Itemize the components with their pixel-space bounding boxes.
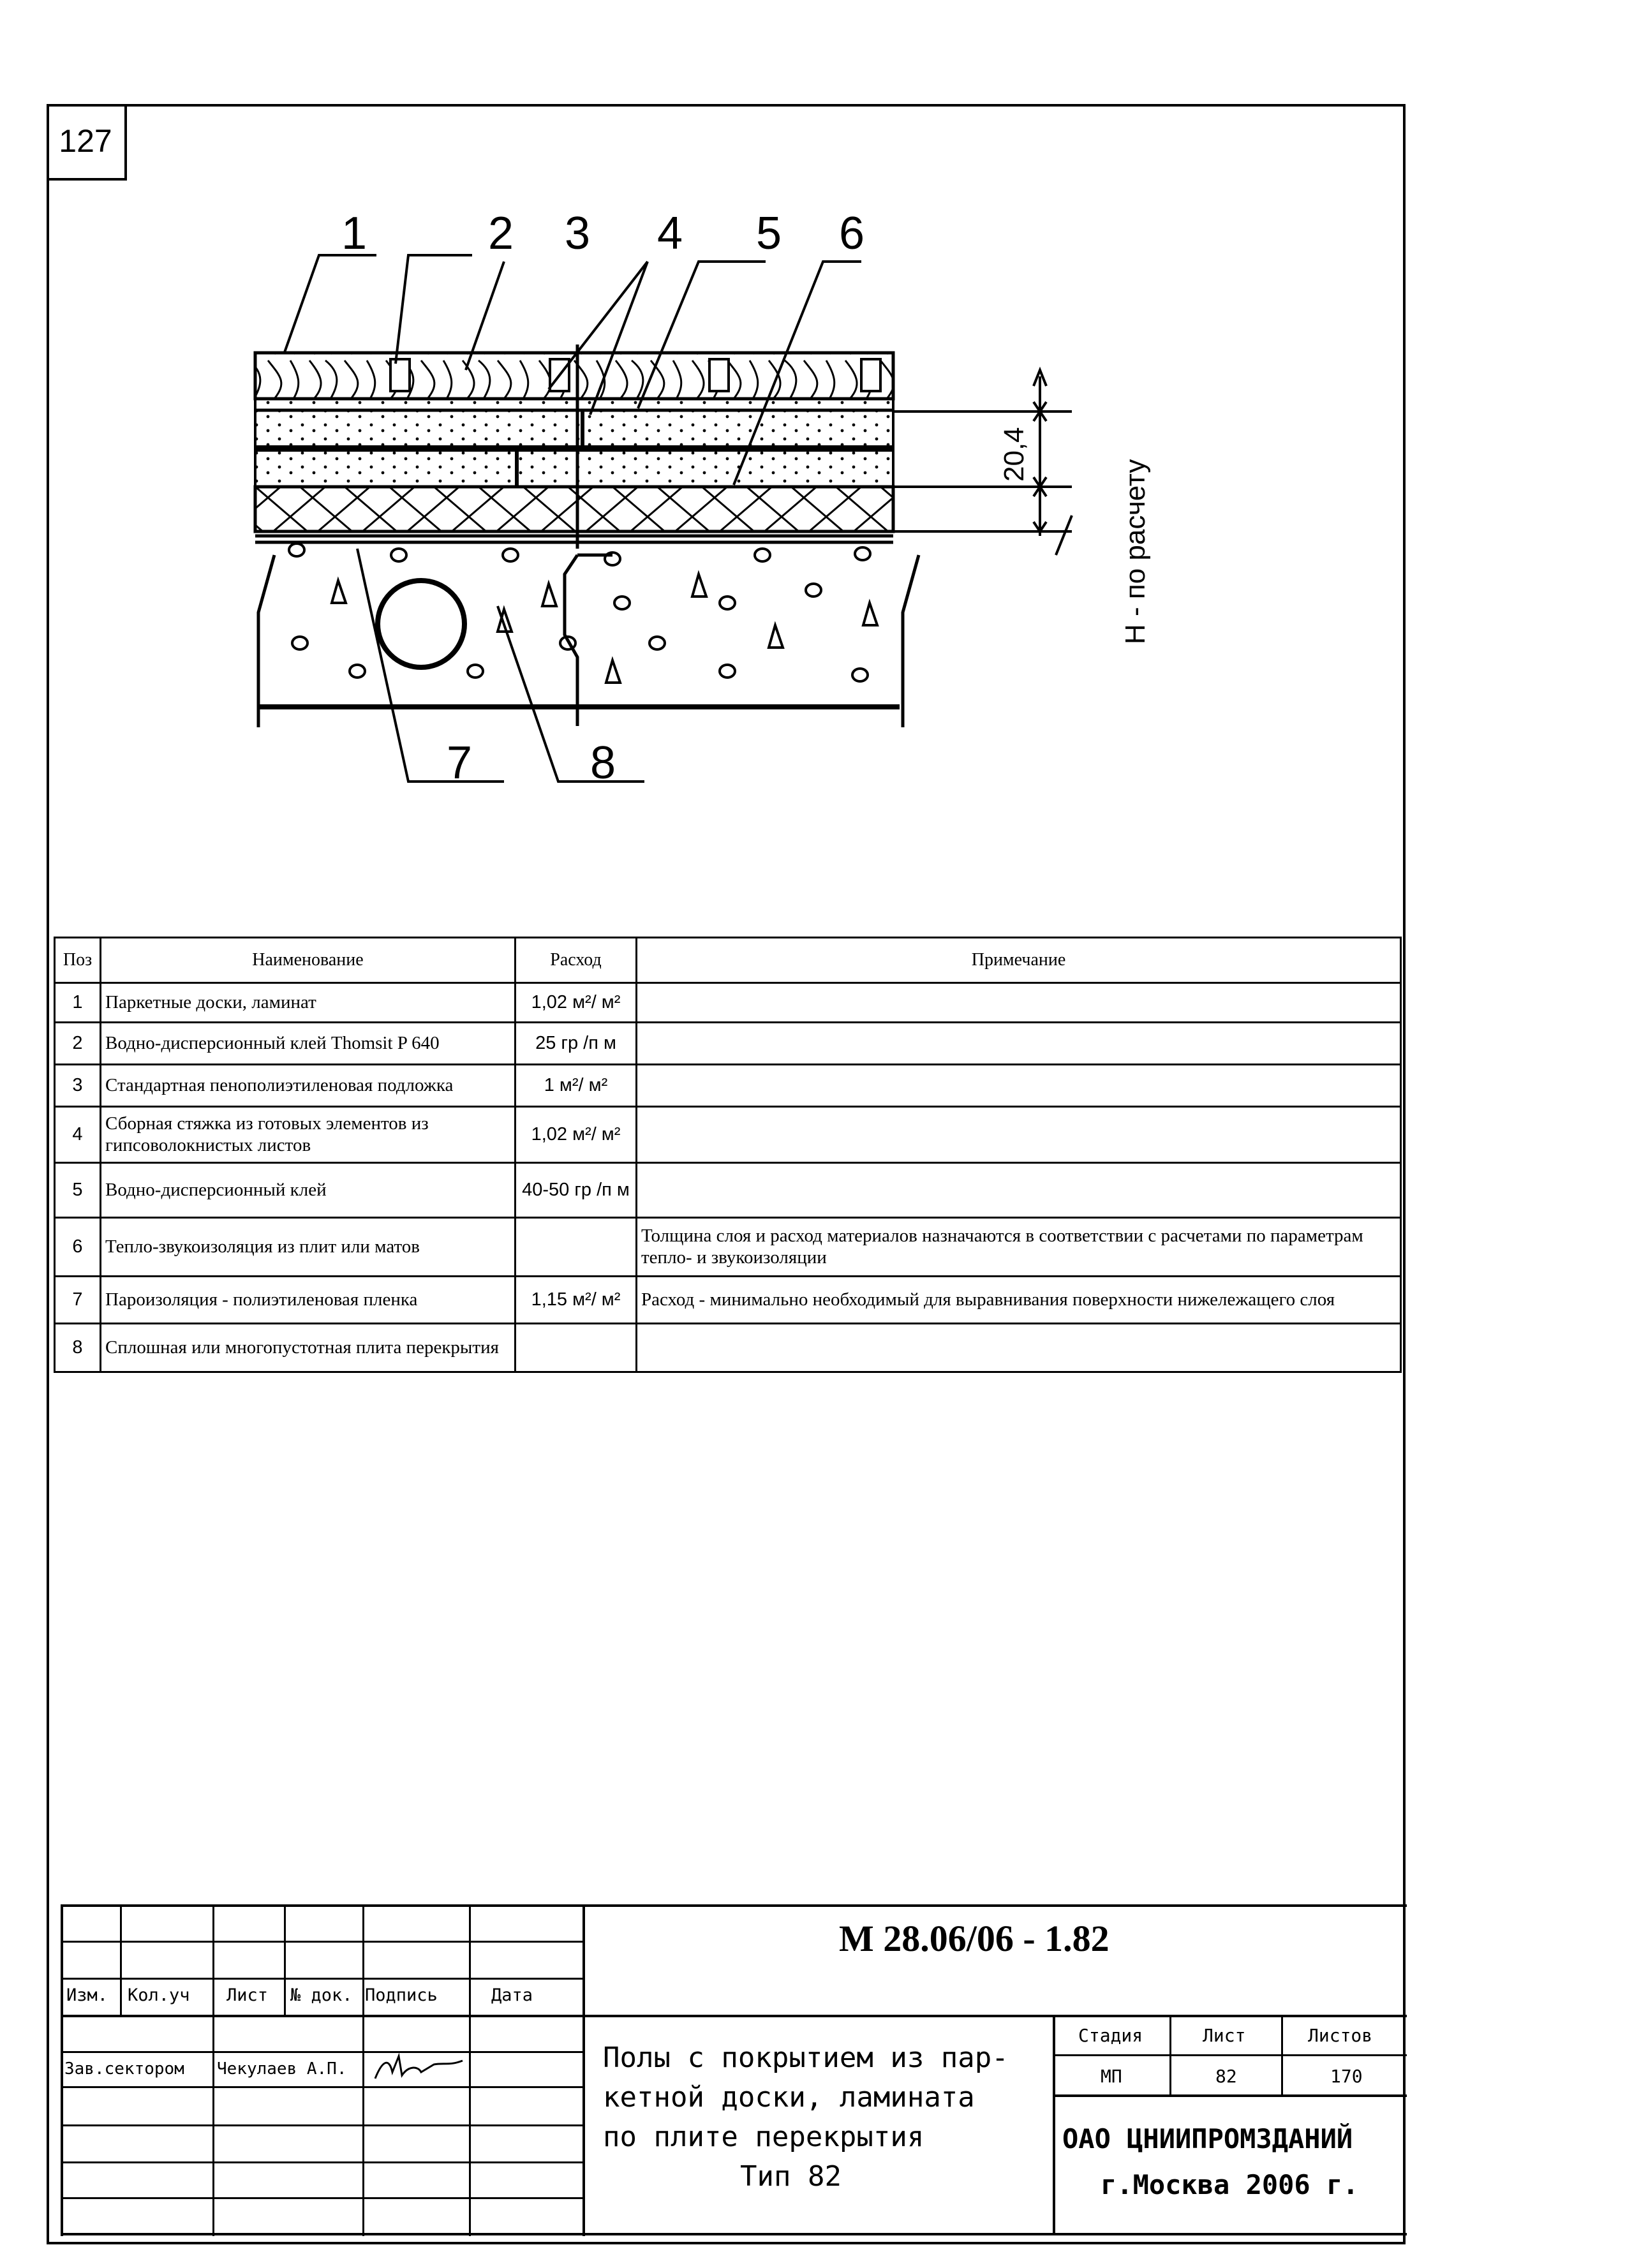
underlay-layer xyxy=(255,399,893,410)
row-pos: 4 xyxy=(55,1107,101,1163)
vapour-barrier-layer xyxy=(255,536,893,542)
sheets-value: 170 xyxy=(1330,2066,1363,2087)
doc-code: М 28.06/06 - 1.82 xyxy=(839,1918,1109,1959)
row-usage: 1,02 м²/ м² xyxy=(516,983,637,1023)
table-row xyxy=(55,1277,1401,1324)
row-note xyxy=(637,1023,1401,1065)
row-note xyxy=(637,1065,1401,1107)
callout-6: 6 xyxy=(839,208,865,259)
dimension-note: Н - по расчету xyxy=(1120,459,1151,644)
row-usage xyxy=(516,1218,637,1277)
title-line-3: по плите перекрытия xyxy=(603,2121,924,2153)
callout-1: 1 xyxy=(341,208,367,259)
sheet-number: 127 xyxy=(47,104,127,181)
table-row xyxy=(55,1218,1401,1277)
row-name: Сборная стяжка из готовых элементов из гипсоволокнистых листов xyxy=(101,1107,516,1163)
parquet-layer xyxy=(255,353,893,399)
row-note xyxy=(637,1107,1401,1163)
person-name: Чекулаев А.П. xyxy=(217,2059,347,2079)
row-note: Расход - минимально необходимый для выравнивания поверхности нижележащего слоя xyxy=(637,1277,1401,1324)
stage-value: МП xyxy=(1101,2066,1122,2087)
screed-layer xyxy=(255,410,893,487)
signature-icon xyxy=(370,2053,466,2085)
row-note xyxy=(637,1163,1401,1218)
callout-5: 5 xyxy=(756,208,782,259)
table-row xyxy=(55,1163,1401,1218)
row-pos: 8 xyxy=(55,1324,101,1372)
row-usage: 1,02 м²/ м² xyxy=(516,1107,637,1163)
row-usage: 25 гр /п м xyxy=(516,1023,637,1065)
row-usage: 1 м²/ м² xyxy=(516,1065,637,1107)
row-note: Толщина слоя и расход материалов назначаются в соответствии с расчетами по параметрам тепло- и звукоизоляции xyxy=(637,1218,1401,1277)
org-name: ОАО ЦНИИПРОМЗДАНИЙ xyxy=(1062,2123,1353,2154)
role-label: Зав.сектором xyxy=(64,2059,184,2079)
table-row xyxy=(55,983,1401,1023)
row-pos: 6 xyxy=(55,1218,101,1277)
dimension-value: 20,4 xyxy=(998,427,1030,482)
sheets-label: Листов xyxy=(1308,2025,1373,2046)
row-pos: 3 xyxy=(55,1065,101,1107)
row-pos: 1 xyxy=(55,983,101,1023)
row-pos: 2 xyxy=(55,1023,101,1065)
row-name: Водно-дисперсионный клей xyxy=(101,1163,516,1218)
table-row xyxy=(55,1324,1401,1372)
row-name: Тепло-звукоизоляция из плит или матов xyxy=(101,1218,516,1277)
stage-label: Стадия xyxy=(1078,2025,1143,2046)
row-usage xyxy=(516,1324,637,1372)
row-name: Водно-дисперсионный клей Thomsit P 640 xyxy=(101,1023,516,1065)
row-name: Пароизоляция - полиэтиленовая пленка xyxy=(101,1277,516,1324)
sheet-label: Лист xyxy=(1203,2025,1246,2046)
specification-table xyxy=(54,937,1402,1373)
row-name: Стандартная пенополиэтиленовая подложка xyxy=(101,1065,516,1107)
row-usage: 40-50 гр /п м xyxy=(516,1163,637,1218)
floor-section-drawing xyxy=(0,0,1625,925)
callout-2: 2 xyxy=(488,208,514,259)
table-row xyxy=(55,1107,1401,1163)
callout-3: 3 xyxy=(565,208,591,259)
header-name: Наименование xyxy=(101,938,516,983)
insulation-layer xyxy=(255,487,893,531)
title-line-1: Полы с покрытием из пар- xyxy=(603,2042,1009,2074)
dimension-lines xyxy=(893,370,1072,555)
row-note xyxy=(637,983,1401,1023)
table-row xyxy=(55,1023,1401,1065)
col-signature: Подпись xyxy=(365,1985,438,2005)
header-note: Примечание xyxy=(637,938,1401,983)
table-row xyxy=(55,1065,1401,1107)
col-date: Дата xyxy=(491,1985,533,2005)
table-header-row xyxy=(55,938,1401,983)
col-doc-no: № док. xyxy=(290,1985,353,2005)
header-pos: Поз xyxy=(55,938,101,983)
row-usage: 1,15 м²/ м² xyxy=(516,1277,637,1324)
col-kol-uch: Кол.уч xyxy=(128,1985,190,2005)
header-usage: Расход xyxy=(516,938,637,983)
slab xyxy=(258,544,919,727)
sheet-value: 82 xyxy=(1215,2066,1237,2087)
col-list: Лист xyxy=(226,1985,269,2005)
callout-7: 7 xyxy=(447,737,473,789)
title-line-2: кетной доски, ламината xyxy=(603,2081,975,2114)
col-izm: Изм. xyxy=(66,1985,108,2005)
row-note xyxy=(637,1324,1401,1372)
callout-8: 8 xyxy=(590,737,616,789)
row-name: Сплошная или многопустотная плита перекрытия xyxy=(101,1324,516,1372)
row-pos: 7 xyxy=(55,1277,101,1324)
callout-4: 4 xyxy=(657,208,683,259)
row-name: Паркетные доски, ламинат xyxy=(101,983,516,1023)
title-line-4: Тип 82 xyxy=(740,2160,842,2193)
row-pos: 5 xyxy=(55,1163,101,1218)
org-city-year: г.Москва 2006 г. xyxy=(1101,2169,1359,2200)
